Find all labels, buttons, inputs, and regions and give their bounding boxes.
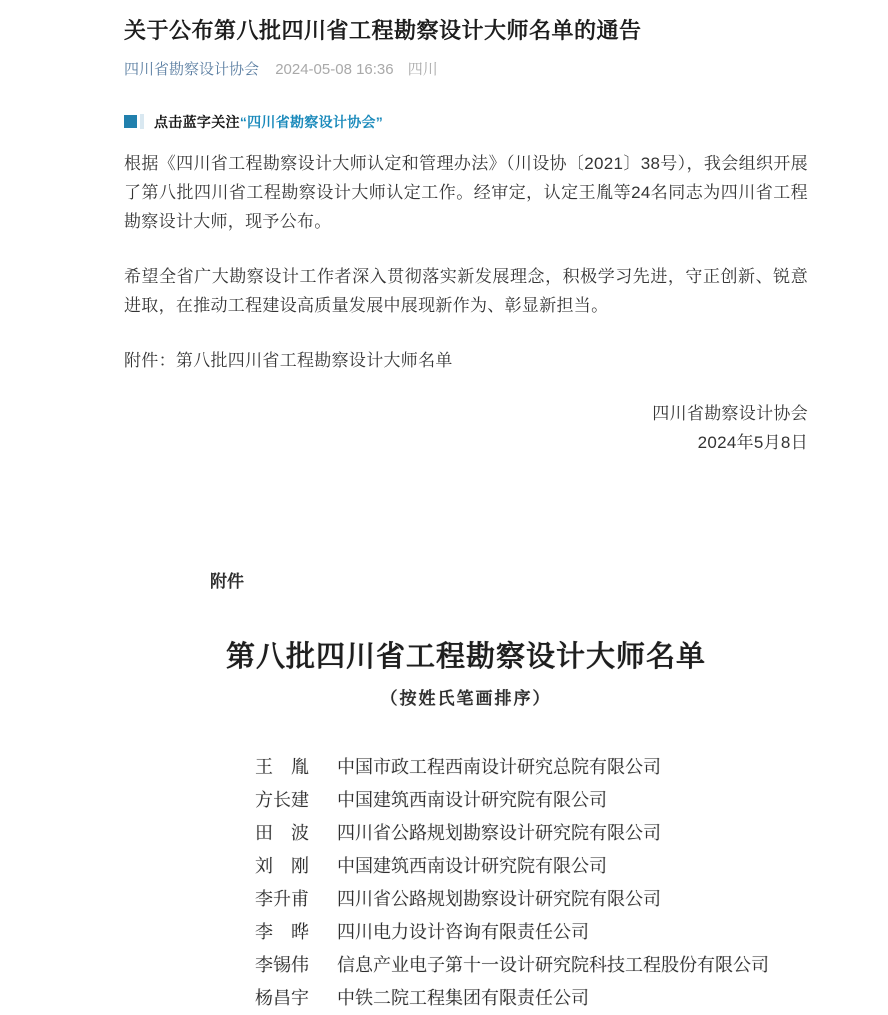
master-name: 刘 刚 — [255, 855, 309, 876]
master-name: 杨昌宇 — [255, 987, 309, 1008]
signature-date: 2024年5月8日 — [697, 432, 808, 452]
master-name: 方长建 — [255, 789, 309, 810]
paragraph-main: 根据《四川省工程勘察设计大师认定和管理办法》（川设协〔2021〕38号），我会组织开展了第八批四川省工程勘察设计大师认定工作。经审定，认定王胤等24名同志为四川省工程勘察设计大师，现予公布。 — [124, 153, 808, 231]
list-row — [124, 949, 808, 982]
master-name: 王 胤 — [255, 756, 309, 777]
master-name: 李升甫 — [255, 888, 309, 909]
master-company: 中国建筑西南设计研究院有限公司 — [337, 855, 607, 876]
attachment-label: 附件 — [210, 571, 244, 591]
attachment-reference: 附件：第八批四川省工程勘察设计大师名单 — [124, 350, 453, 370]
account-name-link[interactable]: 四川省勘察设计协会 — [124, 60, 260, 78]
page-title: 关于公布第八批四川省工程勘察设计大师名单的通告 — [124, 18, 642, 43]
master-name: 李 晔 — [255, 921, 309, 942]
master-company: 四川省公路规划勘察设计研究院有限公司 — [337, 888, 661, 909]
article-meta — [124, 58, 808, 79]
publish-region: 四川 — [407, 60, 438, 78]
list-row — [124, 916, 808, 949]
master-company: 中铁二院工程集团有限责任公司 — [337, 987, 589, 1008]
signature-org: 四川省勘察设计协会 — [652, 403, 808, 423]
list-row — [124, 982, 808, 1015]
blue-square-icon — [124, 115, 137, 128]
list-row — [124, 850, 808, 883]
list-row — [124, 751, 808, 784]
light-blue-bar-icon — [140, 114, 144, 129]
follow-banner — [124, 112, 808, 132]
list-row — [124, 883, 808, 916]
follow-prefix-text: 点击蓝字关注 — [154, 113, 240, 130]
master-company: 中国建筑西南设计研究院有限公司 — [337, 789, 607, 810]
attachment-subtitle: （按姓氏笔画排序） — [380, 688, 552, 708]
publish-datetime: 2024-05-08 16:36 — [275, 60, 394, 78]
list-row — [124, 784, 808, 817]
signature-block — [124, 399, 808, 457]
attachment-title: 第八批四川省工程勘察设计大师名单 — [225, 640, 706, 673]
master-company: 信息产业电子第十一设计研究院科技工程股份有限公司 — [337, 954, 769, 975]
list-row — [124, 817, 808, 850]
paragraph-hope: 希望全省广大勘察设计工作者深入贯彻落实新发展理念，积极学习先进，守正创新、锐意进取，在推动工程建设高质量发展中展现新作为、彰显新担当。 — [124, 266, 808, 315]
master-name: 李锡伟 — [255, 954, 309, 975]
master-list — [124, 751, 808, 1015]
master-company: 四川省公路规划勘察设计研究院有限公司 — [337, 822, 661, 843]
master-company: 中国市政工程西南设计研究总院有限公司 — [337, 756, 661, 777]
master-name: 田 波 — [255, 822, 309, 843]
follow-account-link[interactable]: “四川省勘察设计协会” — [239, 113, 384, 130]
master-company: 四川电力设计咨询有限责任公司 — [337, 921, 589, 942]
attachment-image[interactable] — [124, 567, 808, 1015]
